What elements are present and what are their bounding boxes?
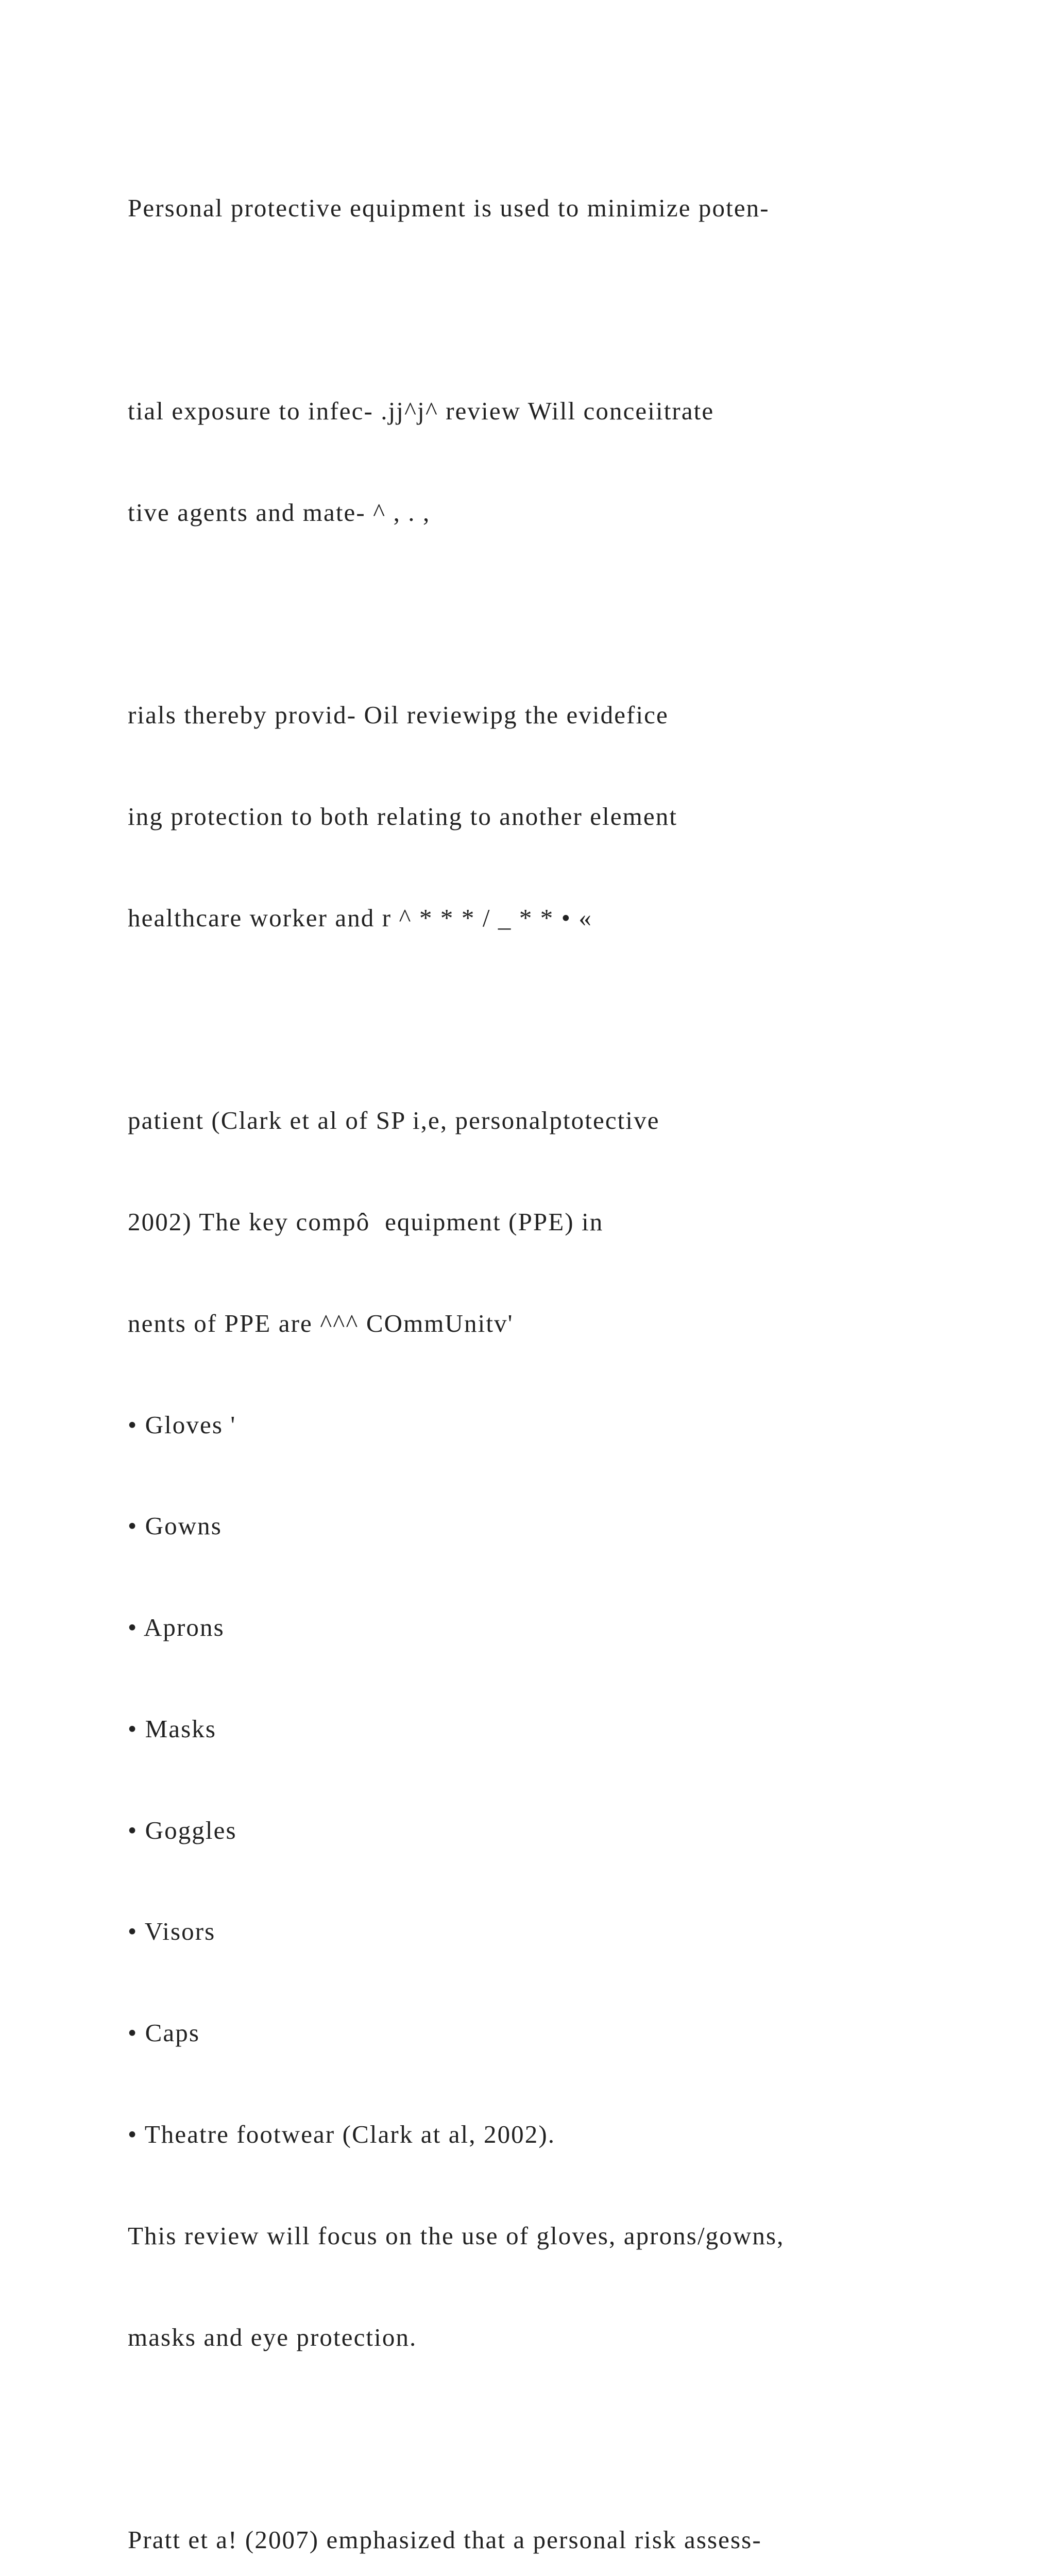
text-line: nents of PPE are ^^^ COmmUnitv' [128, 1309, 514, 1337]
list-item: • Goggles [128, 1816, 237, 1844]
list-item: • Visors [128, 1917, 216, 1946]
document-body [128, 124, 1003, 2576]
text-line: rials thereby provid- Oil reviewipg the evidefice [128, 701, 669, 730]
blank-line [128, 293, 1003, 327]
list-item: • Aprons [128, 1613, 225, 1642]
blank-line [128, 597, 1003, 631]
list-item: • Gloves ' [128, 1410, 236, 1439]
text-line: 2002) The key compô equipment (PPE) in [128, 1208, 604, 1236]
text-line: This review will focus on the use of gloves, aprons/gowns, [128, 2221, 785, 2250]
text-line: masks and eye protection. [128, 2323, 417, 2351]
text-line: Personal protective equipment is used to minimize poten- [128, 194, 770, 223]
text-line: tial exposure to infec- .jj^j^ review Will conceiitrate [128, 396, 714, 425]
blank-line [128, 2421, 1003, 2455]
list-item: • Masks [128, 1714, 217, 1743]
list-item: • Caps [128, 2019, 200, 2047]
text-line: ing protection to both relating to another element [128, 802, 678, 831]
list-item: • Theatre footwear (Clark at al, 2002). [128, 2120, 556, 2149]
text-line: patient (Clark et al of SP i,e, personalptotective [128, 1106, 660, 1135]
text-line: healthcare worker and r ^ * * * / _ * * • « [128, 903, 592, 932]
blank-line [128, 1002, 1003, 1036]
text-line: tive agents and mate- ^ , . , [128, 498, 431, 527]
list-item: • Gowns [128, 1512, 222, 1540]
text-line: Pratt et a! (2007) emphasized that a personal risk assess- [128, 2526, 762, 2554]
